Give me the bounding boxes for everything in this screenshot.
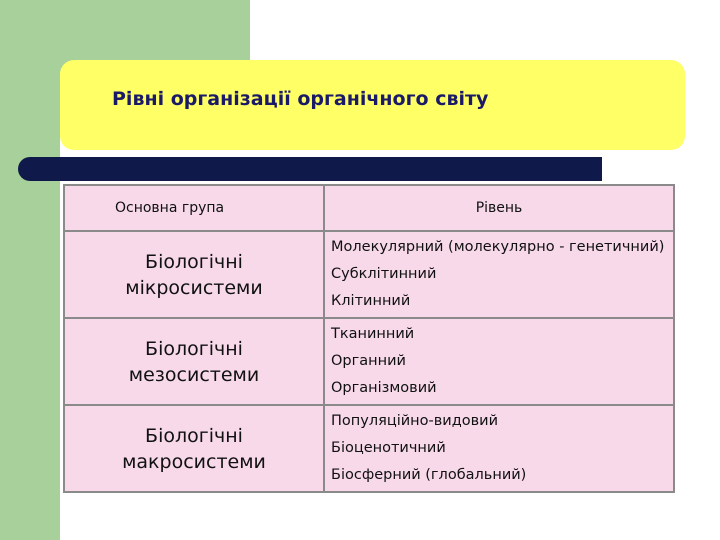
group-line: макросистеми	[122, 450, 266, 473]
table-row	[64, 231, 674, 318]
level-item: Субклітинний	[331, 266, 437, 282]
group-line: Біологічні	[145, 424, 243, 447]
group-cell	[64, 318, 324, 405]
decorative-bar	[18, 157, 602, 181]
group-line: Біологічні	[145, 250, 243, 273]
level-item: Тканинний	[331, 326, 415, 342]
slide-title: Рівні організації органічного світу	[112, 88, 489, 110]
level-item: Організмовий	[331, 380, 437, 396]
table-row	[64, 318, 674, 405]
levels-table	[63, 184, 675, 493]
table-header-row	[64, 185, 674, 231]
group-cell	[64, 405, 324, 492]
table-row	[64, 405, 674, 492]
level-item: Органний	[331, 353, 406, 369]
level-item: Молекулярний (молекулярно - генетичний)	[331, 239, 665, 255]
header-main-group: Основна група	[64, 185, 324, 231]
level-item: Біосферний (глобальний)	[331, 467, 527, 483]
left-green-strip	[0, 0, 60, 540]
level-item: Біоценотичний	[331, 440, 446, 456]
group-line: мікросистеми	[125, 276, 263, 299]
group-line: Біологічні	[145, 337, 243, 360]
group-cell	[64, 231, 324, 318]
level-cell	[324, 405, 674, 492]
level-cell	[324, 231, 674, 318]
header-level: Рівень	[324, 185, 674, 231]
level-item: Популяційно-видовий	[331, 413, 498, 429]
title-banner	[60, 60, 685, 150]
level-cell	[324, 318, 674, 405]
group-line: мезосистеми	[128, 363, 260, 386]
level-item: Клітинний	[331, 293, 411, 309]
